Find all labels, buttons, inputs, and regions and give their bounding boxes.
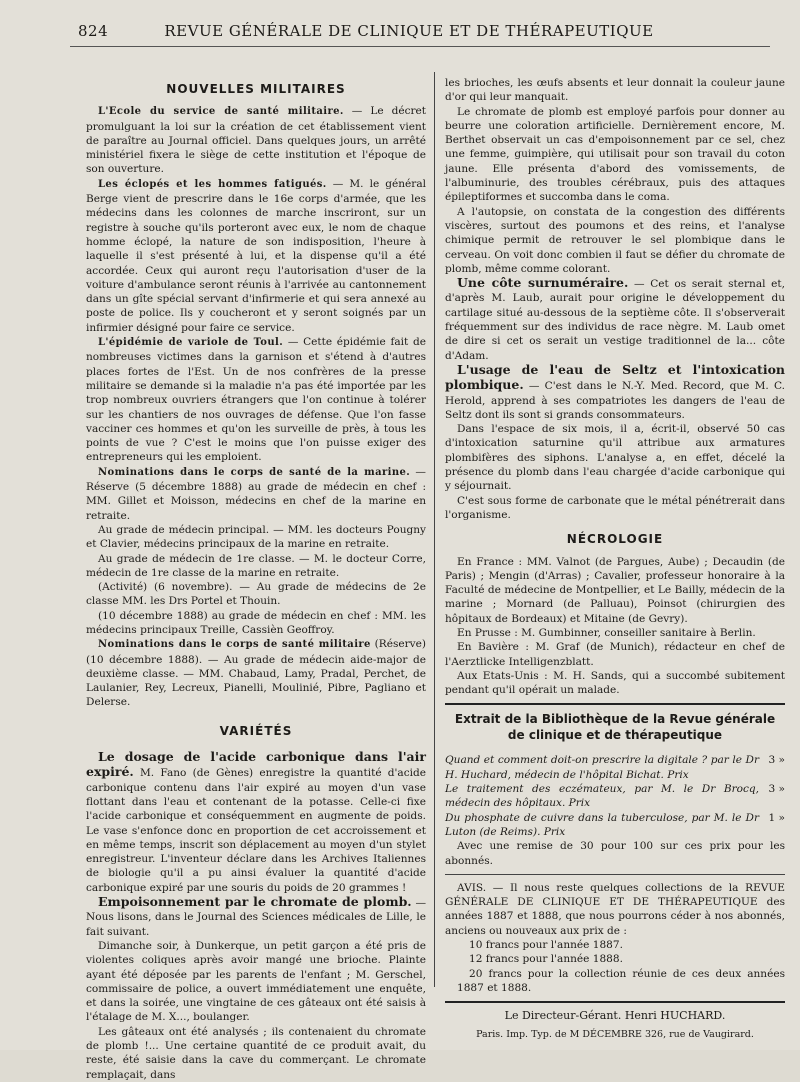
heading-militaire: Nominations dans le corps de santé militaire	[98, 639, 371, 651]
seltz-carbonate: C'est sous forme de carbonate que le métal pénétrerait dans l'organisme.	[445, 494, 785, 521]
chromate-beurre: Le chromate de plomb est employé parfois pour donner au beurre une coloration artificielle. Dernièrement encore, M. Berthet observait un cas d'empoisonnement par ce sel, chez une femme, guimpière, qui utilisait pour son travail du coton jaune. Elle présenta d'abord des vomissements, de l'albuminurie, des troubles cérébraux, puis des attaques épileptiformes et succomba dans le coma.	[445, 105, 785, 204]
column-divider	[434, 72, 435, 987]
chromate-autopsie: A l'autopsie, on constata de la congestion des différents viscères, surtout des poumons et des reins, et l'analyse chimique permit de retrouver le sel plombique dans le cerveau. On voit donc combien il faut se défier du chromate de plomb, même comme colorant.	[445, 205, 785, 275]
heading-eclopes: Les éclopés et les hommes fatigués.	[98, 178, 327, 190]
journal-title: REVUE GÉNÉRALE DE CLINIQUE ET DE THÉRAPEUTIQUE	[164, 22, 654, 40]
box-bottom-rule	[445, 1001, 785, 1003]
section-nouvelles-militaires: NOUVELLES MILITAIRES	[166, 82, 346, 96]
heading-ecole: L'Ecole du service de santé militaire.	[98, 106, 344, 118]
article-ecole	[86, 104, 426, 176]
necro-etats-unis: Aux Etats-Unis : M. H. Sands, qui a succombé subitement pendant qu'il opérait un malade.	[445, 669, 785, 697]
list-item	[445, 782, 785, 811]
item-text: Quand et comment doit-on prescrire la digitale ? par le Dr H. Huchard, médecin de l'hôpital Bichat. Prix	[445, 754, 759, 781]
article-militaire	[86, 637, 426, 709]
marine-activite: (Activité) (6 novembre). — Au grade de médecins de 2e classe MM. les Drs Portel et Thouin.	[86, 581, 426, 608]
item-price: 3 »	[768, 783, 785, 796]
bibliotheque-title: Extrait de la Bibliothèque de la Revue générale de clinique et de thérapeutique	[454, 712, 776, 743]
box-mid-rule	[445, 874, 785, 875]
heading-seltz: L'usage de l'eau de Seltz et l'intoxication plombique.	[445, 361, 785, 393]
tarif-collection: 20 francs pour la collection réunie de ces deux années 1887 et 1888.	[457, 967, 785, 994]
section-necrologie: NÉCROLOGIE	[566, 532, 664, 547]
text-eclopes: — M. le général Berge vient de prescrire dans le 16e corps d'armée, que les médecins dans les colonnes de marche inscriront, sur un registre à souche qu'ils porteront avec eux, le nom de chaque homme éclopé, la nature de son indisposition, l'heure à laquelle il s'est présenté à lui, et la dispense qu'il a été accordée. Ceux qui auront reçu l'autorisation d'user de la voiture d'ambulance seront réunis à l'arrivée au cantonnement dans un gîte spécial servant d'infirmerie et qui sera annexé au poste de police. Ils y coucheront et y seront soignés par un infirmier désigné pour faire ce service.	[86, 177, 426, 334]
avis-notice: AVIS. — Il nous reste quelques collections de la REVUE GÉNÉRALE DE CLINIQUE ET DE THÉRAPEUTIQUE des années 1887 et 1888, que nous pourrons céder à nos abonnés, anciens ou nouveaux aux prix de :	[445, 881, 785, 937]
text-empoisonnement: — Nous lisons, dans le Journal des Sciences médicales de Lille, le fait suivant.	[86, 897, 426, 938]
box-top-rule	[445, 703, 785, 705]
text-militaire: (Réserve) (10 décembre 1888). — Au grade de médecin aide-major de deuxième classe. — MM. Chabaud, Lamy, Pradal, Perchet, de Laulanier, Rey, Lecreux, Pianelli, Moulinié, Pibre, Pagliano et Delerse.	[86, 638, 426, 709]
right-column	[445, 76, 785, 1042]
page-number: 824	[78, 22, 109, 40]
article-eclopes	[86, 177, 426, 335]
list-item	[445, 753, 785, 782]
continuation-brioches: les brioches, les œufs absents et leur donnait la couleur jaune d'or qui leur manquait.	[445, 77, 785, 104]
heading-variole: L'épidémie de variole de Toul.	[98, 337, 284, 349]
article-cote	[445, 276, 785, 363]
text-dosage: M. Fano (de Gènes) enregistre la quantité d'acide carbonique contenu dans l'air expiré au moyen d'un vase flottant dans l'eau et contenant de la potasse. Celle-ci fixe l'acide carbonique et conséquemment en augmente de poids. Le vase s'enfonce donc en proportion de cet accroissement et en même temps, inscrit son déplacement au moyen d'un stylet enregistreur. L'inventeur déclare dans les Archives Italiennes de biologie qu'il a pu ainsi évaluer la quantité d'acide carbonique expiré par une souris du poids de 20 grammes !	[86, 767, 426, 894]
heading-marine: Nominations dans le corps de santé de la marine.	[98, 466, 411, 478]
seltz-espace: Dans l'espace de six mois, il a, écrit-il, observé 50 cas d'intoxication saturnine qu'il attribue aux armatures plombifères des siphons. L'analyse a, en effet, décelé la présence du plomb dans l'eau chargée d'acide carbonique qui y séjournait.	[445, 423, 785, 493]
item-price: 3 »	[768, 754, 785, 767]
article-dosage	[86, 750, 426, 895]
text-cote: — Cet os serait sternal et, d'après M. Laub, aurait pour origine le développement du cartilage situé au-dessous de la septième côte. Il s'observerait fréquemment sur des individus de race nègre. M. Laub omet de dire si cet os serait un vestige traditionnel de la... côte d'Adam.	[445, 278, 785, 362]
empoisonnement-dunkerque: Dimanche soir, à Dunkerque, un petit garçon a été pris de violentes coliques après avoir mangé une brioche. Plainte ayant été déposée par les parents de l'enfant ; M. Gerschel, commissaire de police, a ouvert immédiatement une enquête, et dans la soirée, une vingtaine de ces gâteaux ont été saisis à l'étalage de M. X..., boulanger.	[86, 939, 426, 1024]
section-varietes: VARIÉTÉS	[219, 723, 293, 738]
marine-chef: (10 décembre 1888) au grade de médecin en chef : MM. les médecins principaux Treille, Cassièn Geoffroy.	[86, 609, 426, 636]
marine-premiere-classe: Au grade de médecin de 1re classe. — M. le docteur Corre, médecin de 1re classe de la marine en retraite.	[86, 552, 426, 579]
marine-principal: Au grade de médecin principal. — MM. les docteurs Pougny et Clavier, médecins principaux de la marine en retraite.	[86, 523, 426, 551]
left-column	[86, 76, 426, 1082]
text-ecole: — Le décret promulguant la loi sur la création de cet établissement vient de paraître au Journal officiel. Dans quelques jours, un arrêté ministériel fixera le siège de cette institution et l'époque de son ouverture.	[86, 105, 426, 176]
heading-dosage: Le dosage de l'acide carbonique dans l'air expiré.	[86, 749, 426, 780]
tarif-1888: 12 francs pour l'année 1888.	[469, 953, 623, 966]
item-text: Du phosphate de cuivre dans la tuberculose, par M. le Dr Luton (de Reims). Prix	[445, 811, 759, 838]
remise-note: Avec une remise de 30 pour 100 sur ces prix pour les abonnés.	[445, 840, 785, 867]
directeur-gerant: Le Directeur-Gérant. Henri HUCHARD.	[504, 1009, 726, 1023]
article-marine	[86, 465, 426, 523]
item-text: Le traitement des eczémateux, par M. le Dr Brocq, médecin des hôpitaux. Prix	[445, 783, 759, 810]
heading-cote: Une côte surnuméraire.	[457, 275, 629, 291]
item-price: 1 »	[768, 811, 785, 824]
necro-prusse: En Prusse : M. Gumbinner, conseiller sanitaire à Berlin.	[457, 626, 756, 639]
text-marine: — Réserve (5 décembre 1888) au grade de médecin en chef : MM. Gillet et Moisson, médecins en chef de la marine en retraite.	[86, 465, 426, 522]
imprimerie-line: Paris. Imp. Typ. de M DÉCEMBRE 326, rue de Vaugirard.	[476, 1028, 754, 1040]
article-seltz	[445, 363, 785, 422]
empoisonnement-analyse: Les gâteaux ont été analysés ; ils contenaient du chromate de plomb !... Une certaine quantité de ce produit avait, du reste, été saisie dans la cave du commerçant. Le chromate remplaçait, dans	[86, 1025, 426, 1081]
page-header	[78, 22, 740, 46]
tarif-1887: 10 francs pour l'année 1887.	[469, 939, 623, 952]
header-rule	[70, 46, 770, 47]
article-variole	[86, 335, 426, 465]
heading-empoisonnement: Empoisonnement par le chromate de plomb.	[98, 894, 412, 910]
text-seltz: — C'est dans le N.-Y. Med. Record, que M. C. Herold, apprend à ses compatriotes les dangers de l'eau de Seltz dont ils sont si grands consommateurs.	[445, 380, 785, 421]
list-item	[445, 811, 785, 840]
text-variole: — Cette épidémie fait de nombreuses victimes dans la garnison et s'étend à d'autres places fortes de l'Est. Un de nos confrères de la presse militaire se demande si la maladie n'a pas été importée par les trop nombreux ouvriers étrangers que l'on continue à tolérer sur les chantiers de nos ouvrages de défense. Que l'on fasse vacciner ces hommes et qu'on les surveille de près, à tous les points de vue ? C'est le moins que l'on puisse exiger des entrepreneurs qui les emploient.	[86, 336, 426, 464]
article-empoisonnement	[86, 895, 426, 939]
necro-baviere: En Bavière : M. Graf (de Munich), rédacteur en chef de l'Aerztlicke Intelligenzblatt.	[445, 641, 785, 668]
necro-france: En France : MM. Valnot (de Pargues, Aube) ; Decaudin (de Paris) ; Mengin (d'Arras) ; Cavalier, professeur honoraire à la Faculté de médecine de Montpellier, et Le Bailly, médecin de la marine ; Mornard (de Palluau), Poinsot (chirurgien des hôpitaux de Bordeaux) et Mitaine (de Gevry).	[445, 555, 785, 625]
